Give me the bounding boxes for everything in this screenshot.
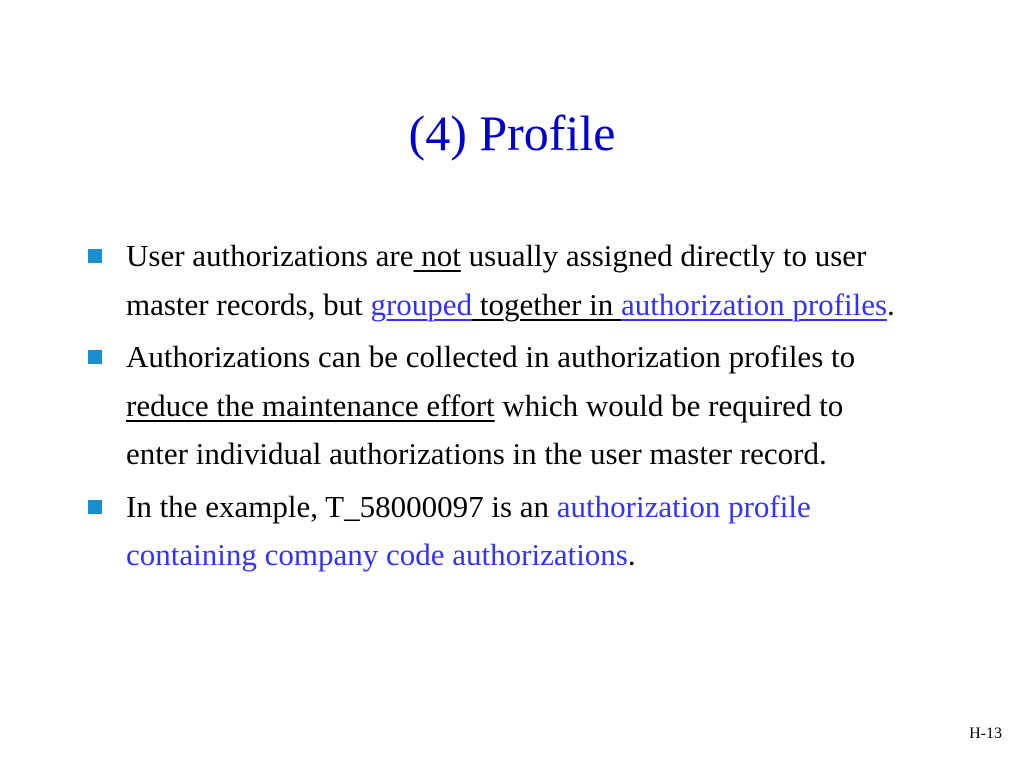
bullet-text: Authorizations can be collected in authorization profiles to: [126, 339, 856, 374]
bullet-item: [88, 232, 908, 329]
underlined-text: reduce the maintenance effort: [126, 387, 495, 423]
bullet-text: usually assigned directly to user master records, but: [126, 238, 867, 322]
bullet-item: [88, 333, 908, 479]
hyperlink-grouped[interactable]: grouped: [370, 286, 473, 322]
bullet-text: User authorizations are: [126, 238, 414, 273]
bullet-text: In the example, T_58000097 is an: [126, 488, 557, 524]
underlined-text: together in: [472, 286, 622, 322]
bullet-list: [88, 232, 908, 584]
square-bullet-icon: [88, 249, 102, 263]
page-number: H-13: [969, 725, 1002, 742]
square-bullet-icon: [88, 500, 102, 514]
bullet-text: which would be required to enter individual authorizations in the user master record.: [126, 387, 844, 471]
bullet-text: .: [627, 537, 636, 572]
bullet-text: .: [887, 286, 895, 322]
slide-title: (4) Profile: [408, 105, 616, 161]
underlined-text: not: [413, 238, 461, 273]
bullet-item: [88, 483, 908, 580]
square-bullet-icon: [88, 350, 102, 364]
highlighted-text: authorization profile containing company code authorizations: [126, 488, 811, 572]
hyperlink-authorization-profiles[interactable]: authorization profiles: [621, 286, 888, 322]
